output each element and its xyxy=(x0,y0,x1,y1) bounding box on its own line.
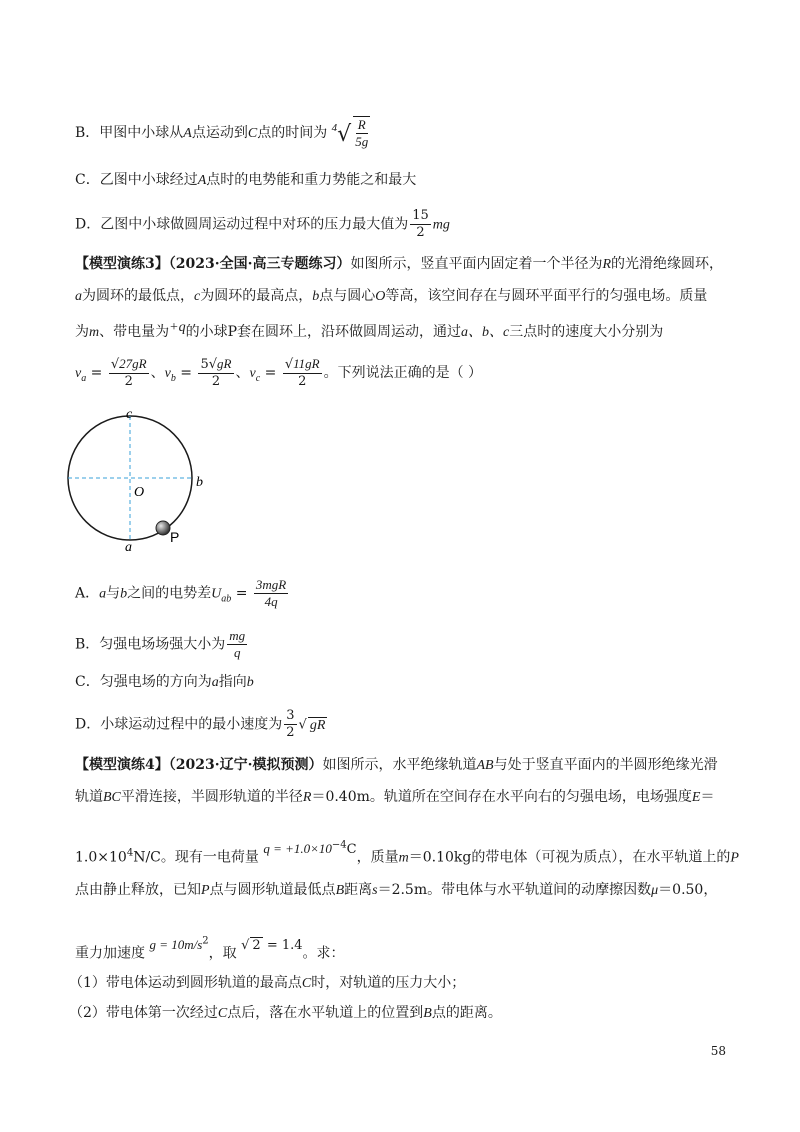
vc-fraction: $\frac{√11gR}{2}$ xyxy=(284,356,320,389)
fraction: $\frac{R}{5g}$ xyxy=(355,117,369,149)
question-2: （2）带电体第一次经过C点后，落在水平轨道上的位置到B点的距离。 xyxy=(69,1005,502,1021)
page-number: 58 xyxy=(710,1044,726,1058)
fraction: $\frac{\text{3mgR}}{4q}$ xyxy=(255,577,287,609)
option-d-3: D．小球运动过程中的最小速度为 $\frac{3}{2}$ √ gR xyxy=(75,708,326,740)
fraction: $\frac{mg}{q}$ xyxy=(229,628,246,660)
va-fraction: $\frac{√27gR}{2}$ xyxy=(110,356,147,389)
ball-p xyxy=(156,521,170,535)
problem-3-line-2: a为圆环的最低点，c为圆环的最高点，b点与圆心O等高，该空间存在与圆环平面平行的匀强电场。质量 xyxy=(75,288,708,304)
label-c: c xyxy=(126,407,133,422)
option-c-prev: C．乙图中小球经过A点时的电势能和重力势能之和最大 xyxy=(75,172,417,188)
option-d-prev: D．乙图中小球做圆周运动过程中对环的压力最大值为 $\frac{15}{2}$ mg xyxy=(75,208,450,240)
circle-ring-diagram xyxy=(60,405,230,555)
problem-3-line-3: 为m、带电量为+q的小球P套在圆环上，沿环做圆周运动，通过a、b、c三点时的速度大小分别为 xyxy=(75,320,664,340)
fraction: $\frac{15}{2}$ xyxy=(412,208,429,240)
label-b: b xyxy=(196,475,203,490)
option-c-3: C．匀强电场的方向为a指向b xyxy=(75,674,254,690)
option-a-3: A．a与b之间的电势差$U_{ab}$ = $\frac{\text{3mgR}}{4q}$ xyxy=(75,577,287,609)
vb-fraction: $\frac{5√gR}{2}$ xyxy=(200,356,232,389)
option-b-prev: B．甲图中小球从A点运动到C点的时间为 $^4$√ $\frac{R}{5g}$ xyxy=(75,117,369,149)
problem-4-line-1: 【模型演练4】（2023·辽宁·模拟预测）如图所示，水平绝缘轨道AB与处于竖直平面内的半圆形绝缘光滑 xyxy=(75,757,718,773)
label-p: P xyxy=(170,529,180,545)
problem-3-line-1: 【模型演练3】（2023·全国·高三专题练习）如图所示，竖直平面内固定着一个半径为R的光滑绝缘圆环， xyxy=(75,256,724,272)
problem-3-velocities: $v_a$ = $\frac{√27gR}{2}$ 、$v_b$ = $\frac{5√gR}{2}$ 、$v_c$ = $\frac{√11gR}{2}$ 。下列说法正确的是（ ） xyxy=(75,356,483,389)
problem-4-line-3: $1.0\times 10^4N/C$。现有一电荷量 $q = +1.0\times 10^{-4}C$，质量m＝0.10kg的带电体（可视为质点），在水平轨道上的P xyxy=(75,840,739,866)
question-1: （1）带电体运动到圆形轨道的最高点C时，对轨道的压力大小； xyxy=(69,975,466,991)
problem-4-line-2: 轨道BC平滑连接，半圆形轨道的半径R＝0.40m。轨道所在空间存在水平向右的匀强电场，电场强度E＝ xyxy=(75,789,715,805)
radical-sign: √ xyxy=(337,122,352,147)
label-o: O xyxy=(134,485,145,500)
problem-4-line-4: 点由静止释放，已知P点与圆形轨道最低点B距离s＝2.5m。带电体与水平轨道间的动摩擦因数μ＝0.50， xyxy=(75,882,718,898)
label-a: a xyxy=(125,540,132,555)
fraction: $\frac{3}{2}$ xyxy=(286,708,295,740)
problem-4-line-5: 重力加速度 $g = 10m/s^2$，取 √ 2 = 1.4。求： xyxy=(75,936,345,962)
option-b-3: B．匀强电场场强大小为 $\frac{mg}{q}$ xyxy=(75,628,246,660)
